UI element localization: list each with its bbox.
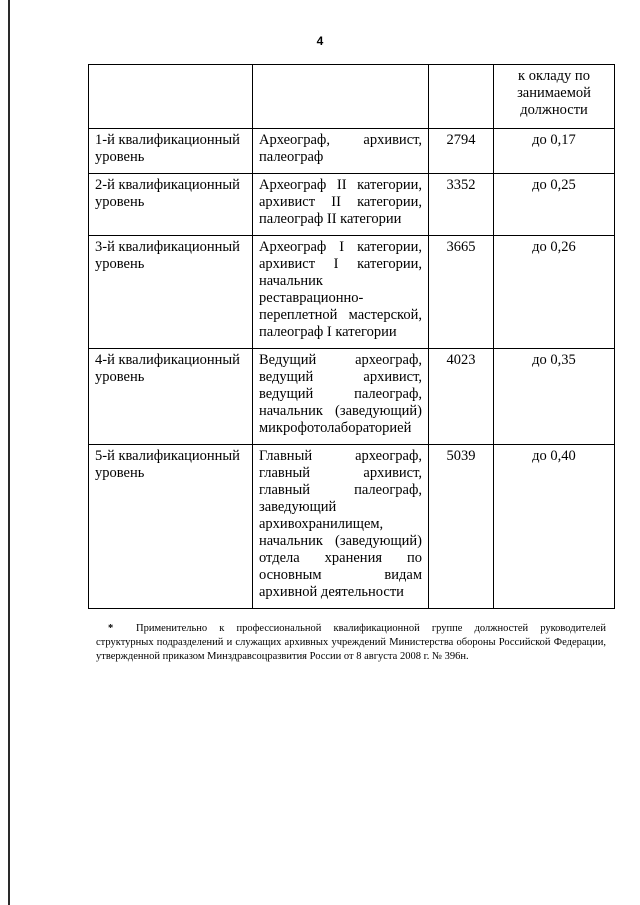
table-row xyxy=(89,349,615,445)
coefficient-cell: до 0,40 xyxy=(494,445,615,609)
qualification-table xyxy=(88,64,615,609)
positions-cell: Археограф I категории, архивист I категории, начальник реставрационно-переплетной мастерской, палеограф I категории xyxy=(253,236,429,349)
qualification-level-cell: 3-й квалификационный уровень xyxy=(89,236,253,349)
page-number: 4 xyxy=(316,34,324,48)
footnote-marker: * xyxy=(108,623,114,634)
table-row xyxy=(89,445,615,609)
positions-cell: Археограф, архивист, палеограф xyxy=(253,129,429,174)
positions-cell: Археограф II категории, архивист II категории, палеограф II категории xyxy=(253,174,429,236)
salary-cell: 3665 xyxy=(429,236,494,349)
qualification-level-cell: 4-й квалификационный уровень xyxy=(89,349,253,445)
table-row xyxy=(89,174,615,236)
salary-cell: 2794 xyxy=(429,129,494,174)
coefficient-cell: до 0,35 xyxy=(494,349,615,445)
salary-cell: 5039 xyxy=(429,445,494,609)
qualification-level-cell: 2-й квалификационный уровень xyxy=(89,174,253,236)
table-row xyxy=(89,129,615,174)
table-header-row xyxy=(89,65,615,129)
page-margin-line xyxy=(8,0,10,905)
salary-cell: 4023 xyxy=(429,349,494,445)
salary-cell: 3352 xyxy=(429,174,494,236)
qualification-level-cell: 5-й квалификационный уровень xyxy=(89,445,253,609)
coefficient-cell: до 0,17 xyxy=(494,129,615,174)
header-cell-coefficient: к окладу по занимаемой должности xyxy=(494,65,615,129)
header-cell-level xyxy=(89,65,253,129)
positions-cell: Ведущий археограф, ведущий архивист, ведущий палеограф, начальник (заведующий) микрофотолабораторией xyxy=(253,349,429,445)
footnote-text: Применительно к профессиональной квалификационной группе должностей руководителей структурных подразделений и служащих архивных учреждений Министерства обороны Российской Федерации, утвержденной приказом Минздравсоцразвития России от 8 августа 2008 г. № 396н. xyxy=(96,623,606,662)
coefficient-cell: до 0,26 xyxy=(494,236,615,349)
header-cell-positions xyxy=(253,65,429,129)
table-row xyxy=(89,236,615,349)
coefficient-cell: до 0,25 xyxy=(494,174,615,236)
header-cell-salary xyxy=(429,65,494,129)
positions-cell: Главный археограф, главный архивист, главный палеограф, заведующий архивохранилищем, начальник (заведующий) отдела хранения по основным видам архивной деятельности xyxy=(253,445,429,609)
footnote xyxy=(96,622,606,664)
qualification-level-cell: 1-й квалификационный уровень xyxy=(89,129,253,174)
